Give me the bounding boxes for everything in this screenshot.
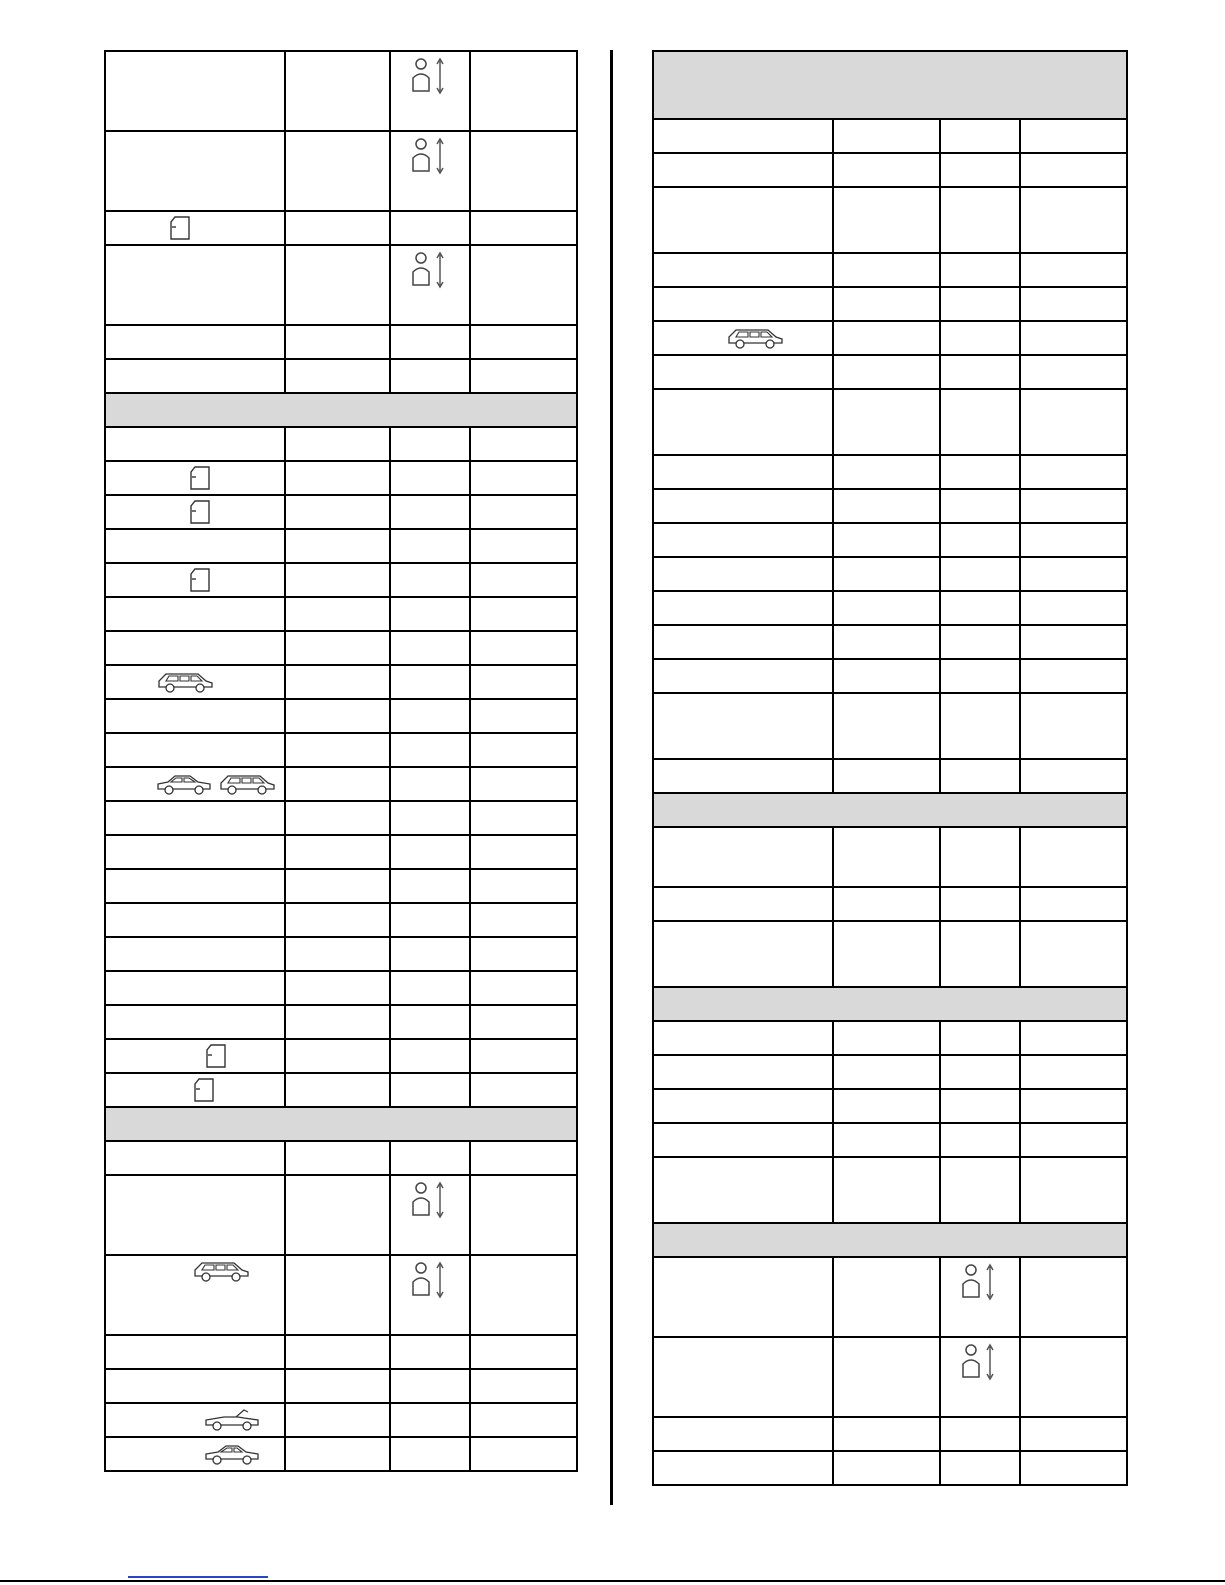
footer-link[interactable] <box>128 1576 268 1578</box>
sedan-icon <box>156 772 212 796</box>
person-height-icon <box>959 1263 999 1303</box>
person-height-icon <box>409 57 449 97</box>
coupe-icon <box>204 1442 260 1466</box>
station-wagon-icon <box>156 670 214 694</box>
footer-rule <box>0 1580 1225 1582</box>
door-icon <box>188 567 212 593</box>
cell-person-icon <box>390 51 470 131</box>
section-header <box>653 987 1127 1021</box>
cell-person-icon <box>390 245 470 325</box>
cell-person-icon <box>940 1337 1020 1417</box>
section-header <box>653 793 1127 827</box>
door-icon <box>168 215 192 241</box>
person-height-icon <box>959 1343 999 1383</box>
cell-person-icon <box>390 1175 470 1255</box>
cell-person-icon <box>390 1255 470 1335</box>
person-height-icon <box>409 1181 449 1221</box>
person-height-icon <box>409 1261 449 1301</box>
station-wagon-icon <box>192 1259 250 1283</box>
person-height-icon <box>409 251 449 291</box>
door-icon <box>188 499 212 525</box>
cell-person-icon <box>390 131 470 211</box>
section-header <box>653 51 1127 119</box>
convertible-icon <box>204 1408 260 1432</box>
person-height-icon <box>409 137 449 177</box>
cell-person-icon <box>940 1257 1020 1337</box>
door-icon <box>188 465 212 491</box>
left-spec-table <box>104 50 578 1472</box>
section-header <box>105 1107 577 1141</box>
right-spec-table <box>652 50 1128 1486</box>
station-wagon-icon <box>726 326 784 350</box>
column-divider <box>610 50 613 1505</box>
door-icon <box>192 1077 216 1103</box>
section-header <box>105 393 577 427</box>
door-icon <box>204 1043 228 1069</box>
station-wagon-icon <box>218 772 276 796</box>
section-header <box>653 1223 1127 1257</box>
